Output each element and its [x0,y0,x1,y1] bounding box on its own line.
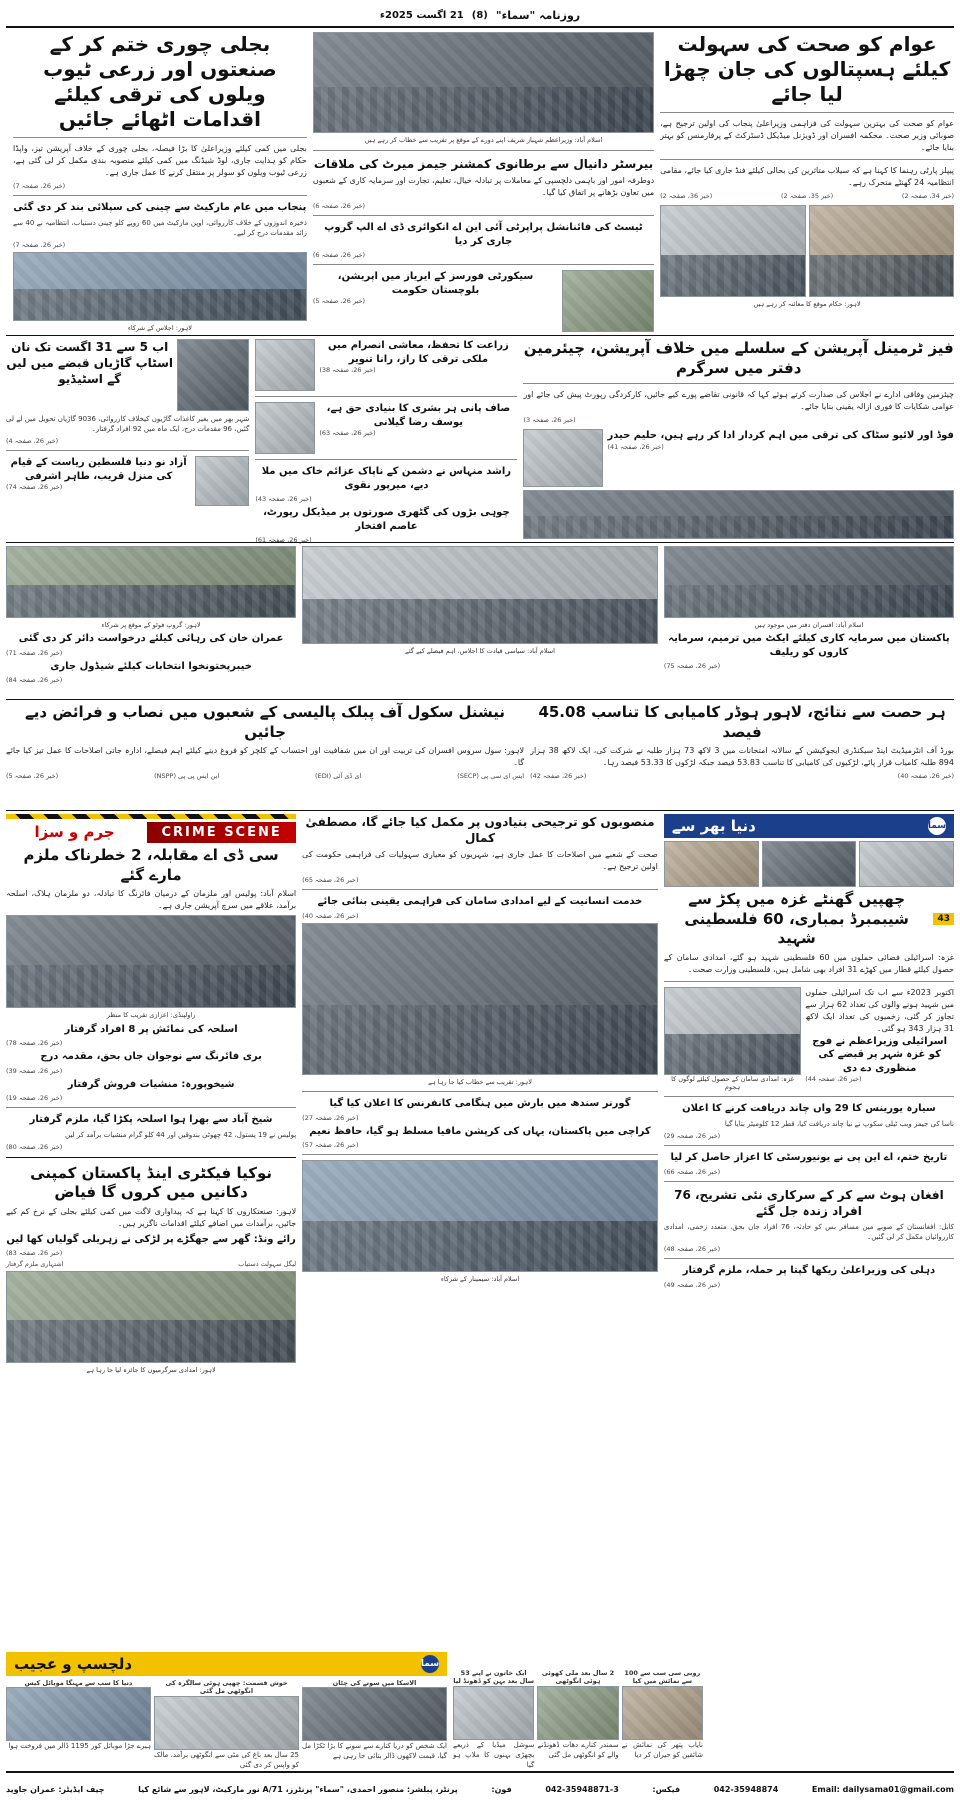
column-head-4: فوڈ اور لائیو سٹاک کی ترقی میں اہم کردار ادا کر رہے ہیں، حلیم حیدر [607,430,954,441]
fun-card [453,1669,534,1770]
world-quake-ref: (خبر 26، صفحہ 48) [663,1245,721,1254]
fun-card [622,1669,703,1770]
world-item-2: سیارہ یورینس کا 29 واں چاند دریافت کرنے کا اعلان [682,1103,936,1115]
world-headline: چھپیں گھنٹے غزہ میں پکڑ سے شیبمبرڈ بمباری، 60 فلسطینی شہید [684,890,909,947]
percent-ref-2: (خبر 26، صفحہ 42) [530,772,587,780]
police-news-headline: اب 5 سے 31 اگست تک نان اسٹاپ گاڑیاں قبضے میں لیں گے اسٹیڈیو [6,340,174,387]
fun-card [537,1669,618,1770]
top-left-ref: (خبر 26، صفحہ 7) [12,182,66,190]
fun-card-5-body: سمندر کنارے دھات ڈھونڈنے والے کو انگوٹھی مل گئی [537,1740,619,1759]
center-item-1-headline: بیرسٹر دانیال سے برطانوی کمشنر جیمز میرٹ کی ملاقات [313,156,654,171]
lower-center-ref-3: (خبر 26، صفحہ 27) [302,1113,359,1122]
masthead [6,4,954,28]
mid-item-5: چوہی بڑوں کی گٹھری صورتوں پر میڈیکل رپورٹ، عاصم افتخار [263,507,510,532]
crime-item-3-ref: (خبر 26، صفحہ 19) [6,1094,63,1103]
fun-card-6-title: ایک خاتون نے اپنے 53 سال بعد بہن کو ڈھونڈ لیا [453,1668,535,1686]
lower-center-ref-4: (خبر 26، صفحہ 57) [302,1141,359,1150]
photo-police-officer [177,339,249,411]
footer-fax: 042-35948871-3 [545,1784,619,1794]
top-right-headline: عوام کو صحت کی سہولت کیلئے ہسپتالوں کی جان چھڑا لیا جائے [663,32,951,106]
top-right-body2: پیپلز پارٹی رہنما کا کہنا ہے کہ سیلاب متاثرین کی بحالی کیلئے فنڈ جاری کیا جائے، مقامی انتظامیہ 24 گھنٹے متحرک رہے۔ [660,166,954,187]
world-item-3-ref: (خبر 26، صفحہ 66) [663,1167,721,1176]
footer-phone-label: فون: [491,1784,512,1794]
top-right-body: عوام کو صحت کی بہترین سہولت کی فراہمی وزیراعلیٰ پنجاب کی اولین ترجیح ہے، صوبائی وزیر صحت۔ محکمہ افسران اور ڈویژنل میڈیکل ڈسٹرکٹ کے پرفارمنس کو بہتر بنایا جائے۔ [660,119,954,152]
photo-world-crowd [664,841,759,887]
fun-card-6-body: سوشل میڈیا کے ذریعے بچھڑی بہنوں کا ملاپ ہو گیا [453,1740,535,1769]
footer-phone1: 042-35948874 [713,1784,779,1794]
crime-bottom-item-3: اشتہاری ملزم گرفتار [6,1260,64,1269]
nspp-tag-1: ایس ای سی پی (SECP) [457,772,525,780]
crime-bottom-body: لاہور: صنعتکاروں کا کہنا ہے کہ پیداواری لاگت میں کمی کیلئے بجلی کے نرخ کم کیے جائیں، برآمدات میں اضافے کیلئے اقدامات ناگزیر ہیں۔ [6,1206,297,1228]
photo-fun-2 [154,1696,299,1750]
percent-ref-1: (خبر 26، صفحہ 40) [897,772,954,780]
column-head-3: زراعت کا تحفظ، معاشی انصرام میں ملکی ترقی کا راز، رانا تنویر [327,340,509,365]
masthead-issue: (8) [471,9,488,21]
mid-item-4: راشد منہاس نے دشمن کے ناپاک عزائم خاک میں ملا دیے، میرپور نقوی [261,466,512,491]
mid-item-3-ref: (خبر 26، صفحہ 84) [6,676,63,685]
crime-item-4-ref: (خبر 26، صفحہ 80) [6,1142,63,1151]
world-photo-caption: غزہ: امدادی سامان کے حصول کیلئے لوگوں کا ہجوم [671,1074,794,1091]
world-quake-body: کابل: افغانستان کے صوبے میں مسافر بس کو حادثہ، 76 افراد جاں بحق، متعدد زخمی، امدادی کارروائیاں مکمل کر لی گئیں۔ [663,1222,954,1242]
fun-card-2-title: خوش قسمت: چھپی ہوئی سالگرہ کی انگوٹھی مل گئی [165,1678,288,1696]
column-head-1: آزاد نو دنیا فلسطین ریاست کے قیام کی منزل قریب، طاہر اشرفی [10,457,187,482]
mid-item-1: پاکستان میں سرمایہ کاری کیلئے ایکٹ میں ترمیم، سرمایہ کاروں کو ریلیف [668,633,950,658]
top-left-sub1-body: ذخیرہ اندوزوں کے خلاف کارروائی، اوپن مارکیٹ میں 60 روپے کلو چینی دستیاب، انتظامیہ نے 40 سے زائد مقدمات درج کر لیے۔ [12,218,307,237]
top-right-block [660,32,954,332]
sama-logo-icon-fun: سما [421,1655,439,1673]
crime-item-3: شیخوپورہ: منشیات فروش گرفتار [67,1078,235,1090]
center-item-2-ref: (خبر 26، صفحہ 6) [312,251,366,259]
fun-banner [6,1652,447,1676]
column-head-4-ref: (خبر 26، صفحہ 41) [607,442,664,451]
crime-photo-caption-2: لاہور: امدادی سرگرمیوں کا جائزہ لیا جا رہا ہے [86,1365,216,1374]
top-right-photo-caption: لاہور: حکام موقع کا معائنہ کر رہے ہیں [753,300,861,308]
police-news-body: شہر بھر میں بغیر کاغذات گاڑیوں کیخلاف کارروائی، 9036 گاڑیاں تحویل میں لے لی گئیں، 96 مقدمات درج، ایک ماہ میں 92 افراد گرفتار۔ [6,415,250,434]
fun-card [6,1679,151,1770]
photo-meeting-room [13,252,307,321]
crime-bottom-item-1-ref: (خبر 26، صفحہ 83) [6,1249,63,1258]
fun-card-5-title: 2 سال بعد ملی کھوئی ہوئی انگوٹھی [541,1668,615,1686]
lower-center-item-4: کراچی میں پاکستان، یہاں کی کرپشن مافیا مسلط ہو گیا، حافظ نعیم [309,1125,651,1137]
top-center-block [313,32,654,332]
footer-editor: چیف ایڈیٹر: عمران جاوید [6,1784,105,1794]
second-right-block [523,339,954,539]
photo-world-strike [762,841,857,887]
fun-section-right [453,1645,703,1770]
world-body2: اکتوبر 2023ء سے اب تک اسرائیلی حملوں میں شہید ہونے والوں کی تعداد 62 ہزار سے تجاوز کر گئی، زخمیوں کی تعداد ایک لاکھ 31 ہزار 343 ہو گئی۔ [805,987,954,1033]
world-badge: 43 [933,913,954,925]
second-right-body: چیئرمین وفاقی ادارے نے اجلاس کی صدارت کرتے ہوئے کہا کہ قانونی تقاضے پورے کیے جائیں، کارکردگی رپورٹ پیش کی جائے اور عوامی شکایات کا فوری ازالہ یقینی بنایا جائے۔ [523,390,954,411]
fun-card-1-body: ایک شخص کو دریا کنارے سے سونے کا بڑا ٹکڑا مل گیا، قیمت لاکھوں ڈالر بتائی جا رہی ہے [302,1742,447,1761]
column-head-3-ref: (خبر 26، صفحہ 38) [319,366,376,374]
footer-address: پرنٹر، پبلشر: منصور احمدی، "سماء" پرنٹرز، 71/A نور مارکیٹ، لاہور سے شائع کیا [138,1784,458,1794]
second-right-ref: (خبر 26، صفحہ 3) [523,416,576,424]
lower-center-item-1: منصوبوں کو ترجیحی بنیادوں پر مکمل کیا جائے گا، مصطفیٰ کمال [305,815,655,846]
crime-item-2: بری فائرنگ سے نوجوان جاں بحق، مقدمہ درج [40,1051,262,1063]
second-right-headline: فیز ٹرمینل آپریشن کے سلسلے میں خلاف آپریشن، چیئرمین دفتر میں سرگرم [523,339,954,377]
photo-army-ceremony [6,915,296,1008]
top-left-sub1-headline: پنجاب میں عام مارکیٹ سے چینی کی سپلائی بند کر دی گئی [13,202,307,213]
photo-columnist-1 [195,456,249,506]
nspp-ref: (خبر 26، صفحہ 5) [6,772,59,780]
crime-tape-top [6,814,296,819]
photo-officials-desk [664,546,954,618]
world-item-2-ref: (خبر 26، صفحہ 29) [663,1132,721,1141]
second-left-block [6,339,249,539]
nspp-body: لاہور: سول سروس افسران کی تربیت اور ان میں شفافیت اور احتساب کے کلچر کو فروغ دینے کیلئے اہم فیصلے، ادارہ جاتی اصلاحات کا عمل تیز کیا جائے گا۔ [6,746,525,767]
fun-card [154,1679,299,1770]
sama-logo-icon: سما [928,817,946,835]
fun-card-4-title: روبی سی سب سے 100 سے نمائش میں کیا [624,1668,701,1686]
third-right-caption: اسلام آباد: افسران دفتر میں موجود ہیں [754,621,864,629]
second-mid-block [255,339,517,544]
photo-columnist-2 [255,402,315,454]
crime-banner-ur: جرم و سزا [34,823,115,842]
photo-press-conference [302,923,658,1075]
photo-demolition [809,205,954,297]
world-item-1-ref: (خبر 26، صفحہ 44) [805,1075,862,1083]
world-banner-title: دنیا بھر سے [671,817,756,835]
crime-bottom-headline: نوکیا فیکٹری اینڈ پاکستان کمپنی دکانیں میں کروں گا فیاض [30,1163,272,1202]
world-body: غزہ: اسرائیلی فضائی حملوں میں 60 فلسطینی شہید ہو گئے، امدادی سامان کے حصول کیلئے قطار میں کھڑے 31 افراد بھی شامل ہیں، فلسطینی وزارت صحت۔ [663,952,954,974]
photo-fun-1 [302,1687,447,1741]
top-left-sub1-ref: (خبر 26، صفحہ 7) [12,240,66,249]
photo-construction-site [562,270,654,332]
world-item-3: تاریخ ختم، اے این پی نے یونیورسٹی کا اعزاز حاصل کر لیا [670,1152,948,1164]
mid-item-3: خیبرپختونخوا انتخابات کیلئے شیڈول جاری [50,660,252,672]
crime-item-4: شیخ آباد سے بھرا ہوا اسلحہ پکڑا گیا، ملزم گرفتار [29,1114,273,1126]
world-banner [664,814,954,838]
third-left-block [6,546,296,696]
page-footer [6,1771,954,1802]
lower-center-item-3: گورنر سندھ میں بارش میں ہنگامی کانفرنس کا اعلان کیا گیا [329,1098,631,1110]
mid-item-1-ref: (خبر 26، صفحہ 75) [663,662,721,671]
crime-item-1-ref: (خبر 26، صفحہ 78) [6,1039,63,1048]
center-item-1-ref: (خبر 26، صفحہ 6) [312,202,366,210]
crime-banner-en: CRIME SCENE [147,822,296,843]
column-head-2-ref: (خبر 26، صفحہ 63) [319,429,376,437]
photo-fun-6 [453,1686,534,1740]
crime-bottom-item-2: لیگل سہولت دستیاب [238,1260,297,1269]
fun-card-1-title: الاسکا میں سونے کی چٹان [332,1678,417,1687]
photo-control-commodities-office [523,490,954,539]
world-section [664,814,954,1374]
third-right-block [664,546,954,696]
center-item-2-headline: ٹیسٹ کی فائنانشل پراپرٹی آئی این اے انکوائری ڈی اے الپ گروپ جاری کر دیا [324,222,643,247]
mid-item-2: عمران خان کی رہائی کیلئے درخواست دائر کر دی گئی [18,633,284,645]
photo-world-flags [859,841,954,887]
mid-item-4-ref: (خبر 26، صفحہ 43) [255,495,312,503]
center-item-3-headline: سیکورٹی فورسز کے ایریاز میں اپریشن، بلوچستان حکومت [337,271,534,296]
world-quake-headline: افغان ہوٹ سے کر کے سرکاری نئی تشریح، 76 افراد زندہ جل گئے [674,1187,944,1218]
fun-card-2-body: 25 سال بعد باغ کی مٹی سے انگوٹھی برآمد، مالک کو واپس کر دی گئی [154,1750,299,1769]
third-center-block [302,546,658,696]
lower-center-caption-2: اسلام آباد: سیمینار کے شرکاء [440,1275,520,1284]
lower-center-ref-2: (خبر 26، صفحہ 40) [302,911,359,920]
nspp-headline: نیشنل سکول آف پبلک پالیسی کے شعبوں میں نصاب و فرائض دیے جائیں [25,703,506,741]
top-left-block [13,32,307,332]
world-item-2-body: ناسا کی جیمز ویب ٹیلی سکوپ نے نیا چاند دریافت کیا، قطر 12 کلومیٹر بتایا گیا [724,1119,954,1128]
masthead-title: روزنامہ "سماء" [495,8,581,22]
top-left-body: بجلی میں کمی کیلئے وزیراعلیٰ کا بڑا فیصلہ، بجلی چوری کے خلاف آپریشن تیز، واپڈا حکام کو ہدایت جاری، لوڈ شیڈنگ میں کمی کیلئے منصوبہ بندی مکمل کر لی گئی ہے، زرعی ٹیوب ویلوں کو سولر پر منتقل کرنے کا عمل جاری ہے۔ [12,144,307,177]
nspp-tag-2: ای ڈی آئی (EDI) [315,772,362,780]
third-center-caption: اسلام آباد: سیاسی قیادت کا اجلاس، اہم فیصلے کیے گئے [405,647,555,655]
crime-item-4-body: پولیس نے 19 پستول، 42 چھوٹی بندوقیں اور 44 کلو گرام منشیات برآمد کر لیں [64,1130,297,1139]
crime-bottom-item-1: رائے ونڈ: گھر سے جھگڑے پر لڑکی نے زہریلی گولیاں کھا لیں [6,1233,296,1245]
world-item-1: اسرائیلی وزیراعظم نے فوج کو غزہ شہر پر قبضے کی منظوری دے دی [812,1035,948,1074]
top-left-photo-caption: لاہور: اجلاس کے شرکاء [127,323,192,332]
nspp-block [6,703,524,807]
photo-columnist-3 [255,339,315,391]
top-right-ref-3: (خبر 36، صفحہ 2) [660,192,713,200]
photo-fun-5 [537,1686,618,1740]
top-left-headline: بجلی چوری ختم کر کے صنعتوں اور زرعی ٹیوب ویلوں کی ترقی کیلئے اقدامات اٹھائے جائیں [43,32,277,131]
footer-fax-label: فیکس: [652,1784,681,1794]
photo-fun-4 [622,1686,703,1740]
center-item-1-body: دوطرفہ امور اور باہمی دلچسپی کے معاملات پر تبادلہ خیال، تعلیم، تجارت اور سرمایہ کاری کے شعبوں میں تعاون بڑھانے پر اتفاق کیا گیا۔ [312,176,655,197]
photo-rescue-team [6,1271,296,1362]
photo-fun-3 [6,1687,151,1741]
column-head-1-ref: (خبر 26، صفحہ 74) [6,483,63,492]
fun-card-3-body: ہیرے جڑا موبائل کور 1195 ڈالر میں فروخت ہوا [8,1742,151,1751]
fun-card-4-body: نایاب پتھر کی نمائش نے شائقین کو حیران کر دیا [621,1740,703,1759]
crime-headline: سی ڈی اے مقابلہ، 2 خطرناک ملزم مارے گئے [23,846,279,884]
world-item-4-ref: (خبر 26، صفحہ 49) [663,1280,721,1289]
fun-card-3-title: دنیا کا سب سے مہنگا موبائل کیس [24,1678,133,1687]
center-item-3-ref: (خبر 26، صفحہ 5) [312,297,366,305]
photo-three-officials [302,546,658,644]
photo-seminar-hall [302,1160,658,1272]
percent-headline: ہر حصت سے نتائج، لاہور ہوڈر کامیابی کا تناسب 45.08 فیصد [538,703,946,741]
footer-email[interactable]: Email: dailysama01@gmail.com [811,1784,954,1794]
lower-center-caption: لاہور: تقریب سے خطاب کیا جا رہا ہے [428,1077,532,1086]
photo-officials-visit [660,205,805,297]
fun-banner-title: دلچسپ و عجیب [14,1654,133,1673]
crime-item-1: اسلحہ کی نمائش پر 8 افراد گرفتار [64,1023,238,1035]
fun-section [6,1652,447,1770]
crime-body: اسلام آباد: پولیس اور ملزمان کے درمیان فائرنگ کا تبادلہ، دو ملزمان ہلاک، اسلحہ برآمد، علاقے میں سرچ آپریشن جاری ہے۔ [6,889,297,911]
photo-group-photo [6,546,296,618]
percent-block [530,703,954,807]
lower-center-body-1: صحت کے شعبے میں اصلاحات کا عمل جاری ہے، شہریوں کو معیاری سہولیات کی فراہمی حکومت کی اولین ترجیح ہے۔ [302,850,658,872]
percent-body: بورڈ آف انٹرمیڈیٹ اینڈ سیکنڈری ایجوکیشن کے سالانہ امتحانات میں 3 لاکھ 73 ہزار طلبہ نے شرکت کی، ایک لاکھ 38 ہزار 894 طلبہ کامیاب قرار پائے، لڑکیوں کی کامیابی کا تناسب 53.83 فیصد جبکہ لڑکوں کا 53.33 فیصد رہا۔ [530,746,955,767]
masthead-date: 21 اگست 2025ء [379,9,464,21]
column-head-2: صاف پانی ہر بشری کا بنیادی حق ہے، یوسف رضا گیلانی [326,403,511,428]
third-left-caption: لاہور: گروپ فوٹو کے موقع پر شرکاء [101,621,201,629]
nspp-tag-3: این ایس پی پی (NSPP) [154,772,220,780]
crime-section [6,814,296,1374]
photo-gaza-aid [664,987,801,1075]
fun-card [302,1679,447,1770]
top-right-ref-2: (خبر 35، صفحہ 2) [780,192,834,200]
world-item-4: دہلی کی وزیراعلیٰ ریکھا گپتا پر حملہ، ملزم گرفتار [682,1265,936,1277]
photo-pm-event [313,32,654,133]
photo-columnist-4 [523,429,603,487]
crime-photo-caption-1: راولپنڈی: اعزازی تقریب کا منظر [106,1011,196,1020]
lower-center-ref-1: (خبر 26، صفحہ 65) [302,876,359,885]
lower-center-item-2: خدمت انسانیت کے لیے امدادی سامان کی فراہمی یقینی بنائی جائے [317,896,643,908]
crime-item-2-ref: (خبر 26، صفحہ 39) [6,1066,63,1075]
police-news-ref: (خبر 26، صفحہ 4) [6,437,59,446]
top-center-caption: اسلام آباد: وزیراعظم شہباز شریف اپنے دورے کے موقع پر تقریب سے خطاب کر رہے ہیں [364,136,603,145]
top-right-ref-1: (خبر 34، صفحہ 2) [901,192,954,200]
lower-center-block [302,814,658,1374]
mid-item-5-ref: (خبر 26، صفحہ 61) [255,536,312,544]
mid-item-2-ref: (خبر 26، صفحہ 71) [6,648,63,657]
